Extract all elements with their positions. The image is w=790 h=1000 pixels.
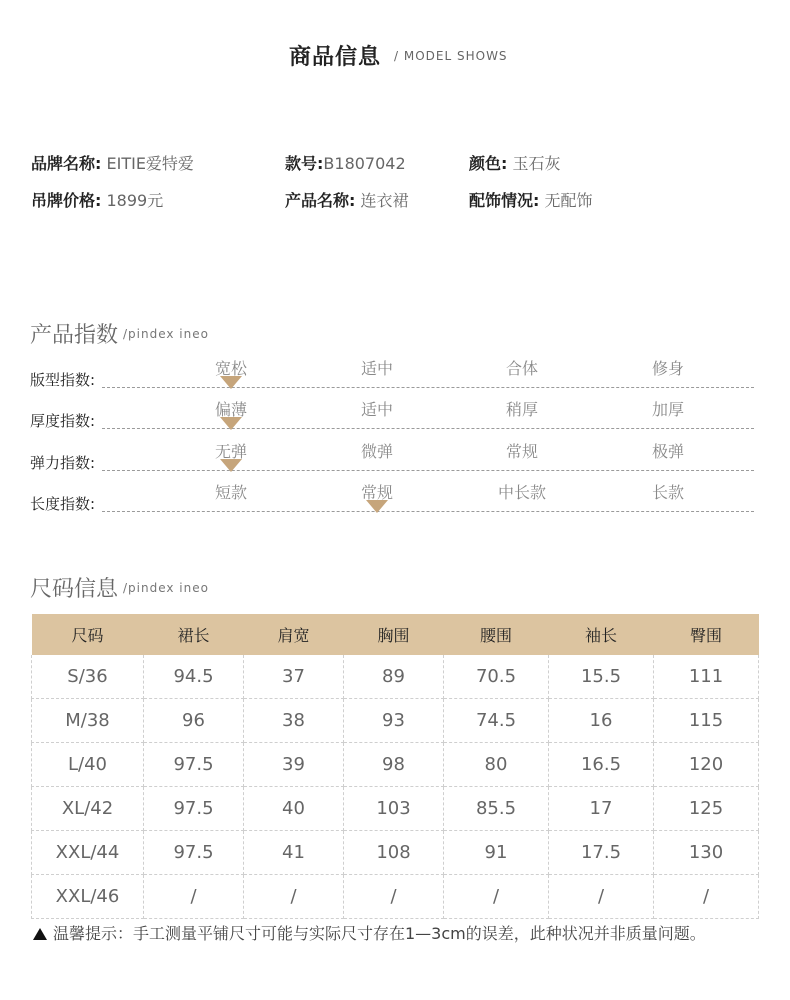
table-cell: 17.5 <box>549 831 654 875</box>
table-cell: 98 <box>344 743 444 787</box>
selected-marker-icon <box>220 459 242 472</box>
selected-marker-icon <box>220 376 242 389</box>
color-field <box>469 151 561 174</box>
index-option: 微弹 <box>360 442 394 461</box>
index-label: 弹力指数: <box>30 454 96 472</box>
table-cell: 39 <box>244 743 344 787</box>
table-cell: XL/42 <box>32 787 144 831</box>
table-cell: 120 <box>654 743 759 787</box>
column-header: 肩宽 <box>244 614 344 655</box>
table-row <box>32 787 759 831</box>
table-cell: 74.5 <box>444 699 549 743</box>
accessory-label: 配饰情况: <box>469 191 540 210</box>
table-cell: 111 <box>654 655 759 699</box>
table-row <box>32 655 759 699</box>
measurement-note <box>33 921 706 944</box>
size-info-subheading: /pindex ineo <box>123 581 209 595</box>
size-table <box>31 614 759 919</box>
column-header: 腰围 <box>444 614 549 655</box>
table-cell: L/40 <box>32 743 144 787</box>
table-cell: XXL/46 <box>32 875 144 919</box>
accessory-field <box>469 188 593 211</box>
accessory-value: 无配饰 <box>539 191 593 210</box>
table-cell: / <box>549 875 654 919</box>
table-cell: 89 <box>344 655 444 699</box>
index-option: 稍厚 <box>505 400 539 419</box>
index-option: 短款 <box>214 483 248 502</box>
table-cell: 16.5 <box>549 743 654 787</box>
table-cell: / <box>144 875 244 919</box>
page-title: 商品信息 <box>289 45 382 70</box>
selected-marker-icon <box>220 417 242 430</box>
index-option: 偏薄 <box>214 400 248 419</box>
table-row <box>32 699 759 743</box>
table-cell: / <box>344 875 444 919</box>
product-index-subheading: /pindex ineo <box>123 327 209 341</box>
table-cell: XXL/44 <box>32 831 144 875</box>
table-cell: 97.5 <box>144 787 244 831</box>
table-cell: 91 <box>444 831 549 875</box>
table-cell: 93 <box>344 699 444 743</box>
row-divider <box>102 387 754 388</box>
table-cell: 97.5 <box>144 743 244 787</box>
table-row <box>32 831 759 875</box>
brand-value: EITIE爱特爱 <box>101 154 194 173</box>
column-header: 胸围 <box>344 614 444 655</box>
index-option: 加厚 <box>651 400 685 419</box>
table-cell: 97.5 <box>144 831 244 875</box>
tag-price-value: 1899元 <box>101 191 164 210</box>
table-cell: 17 <box>549 787 654 831</box>
index-label: 版型指数: <box>30 371 96 389</box>
table-cell: 16 <box>549 699 654 743</box>
column-header: 臀围 <box>654 614 759 655</box>
measurement-note-text: 温馨提示：手工测量平铺尺寸可能与实际尺寸存在1—3cm的误差，此种状况并非质量问题。 <box>53 924 706 943</box>
row-divider <box>102 470 754 471</box>
index-option: 无弹 <box>214 442 248 461</box>
table-header-row <box>32 614 759 655</box>
product-name-label: 产品名称: <box>285 191 356 210</box>
table-cell: 80 <box>444 743 549 787</box>
table-cell: 15.5 <box>549 655 654 699</box>
fit-index-row <box>30 359 754 389</box>
style-no-value: B1807042 <box>323 154 406 173</box>
product-name-value: 连衣裙 <box>355 191 409 210</box>
table-cell: / <box>244 875 344 919</box>
index-option: 宽松 <box>214 359 248 378</box>
brand-label: 品牌名称: <box>31 154 102 173</box>
index-option: 长款 <box>651 483 685 502</box>
table-cell: 70.5 <box>444 655 549 699</box>
index-option: 适中 <box>360 359 394 378</box>
index-option: 常规 <box>505 442 539 461</box>
size-info-heading: 尺码信息 <box>30 577 119 602</box>
table-cell: 96 <box>144 699 244 743</box>
row-divider <box>102 511 754 512</box>
index-option: 修身 <box>651 359 685 378</box>
color-value: 玉石灰 <box>507 154 561 173</box>
thickness-index-row <box>30 400 754 430</box>
table-cell: / <box>444 875 549 919</box>
index-option: 极弹 <box>651 442 685 461</box>
index-label: 长度指数: <box>30 495 96 513</box>
table-cell: 85.5 <box>444 787 549 831</box>
page-subtitle: / MODEL SHOWS <box>394 49 508 63</box>
table-cell: 37 <box>244 655 344 699</box>
table-cell: 94.5 <box>144 655 244 699</box>
table-cell: 130 <box>654 831 759 875</box>
style-no-label: 款号: <box>285 154 324 173</box>
table-cell: 103 <box>344 787 444 831</box>
index-label: 厚度指数: <box>30 412 96 430</box>
tag-price-field <box>31 188 163 211</box>
table-cell: 115 <box>654 699 759 743</box>
table-cell: S/36 <box>32 655 144 699</box>
elasticity-index-row <box>30 442 754 472</box>
column-header: 袖长 <box>549 614 654 655</box>
table-row <box>32 875 759 919</box>
product-name-field <box>285 188 409 211</box>
table-cell: / <box>654 875 759 919</box>
length-index-row <box>30 483 754 513</box>
warning-icon <box>33 928 47 940</box>
table-cell: M/38 <box>32 699 144 743</box>
table-cell: 41 <box>244 831 344 875</box>
tag-price-label: 吊牌价格: <box>31 191 102 210</box>
table-cell: 125 <box>654 787 759 831</box>
row-divider <box>102 428 754 429</box>
color-label: 颜色: <box>469 154 508 173</box>
style-no-field <box>285 151 406 174</box>
table-cell: 108 <box>344 831 444 875</box>
index-option: 常规 <box>360 483 394 502</box>
brand-field <box>31 151 194 174</box>
selected-marker-icon <box>366 500 388 513</box>
table-cell: 38 <box>244 699 344 743</box>
index-option: 适中 <box>360 400 394 419</box>
column-header: 尺码 <box>32 614 144 655</box>
column-header: 裙长 <box>144 614 244 655</box>
index-option: 合体 <box>505 359 539 378</box>
table-row <box>32 743 759 787</box>
table-cell: 40 <box>244 787 344 831</box>
index-option: 中长款 <box>497 483 547 502</box>
product-index-heading: 产品指数 <box>30 323 119 348</box>
